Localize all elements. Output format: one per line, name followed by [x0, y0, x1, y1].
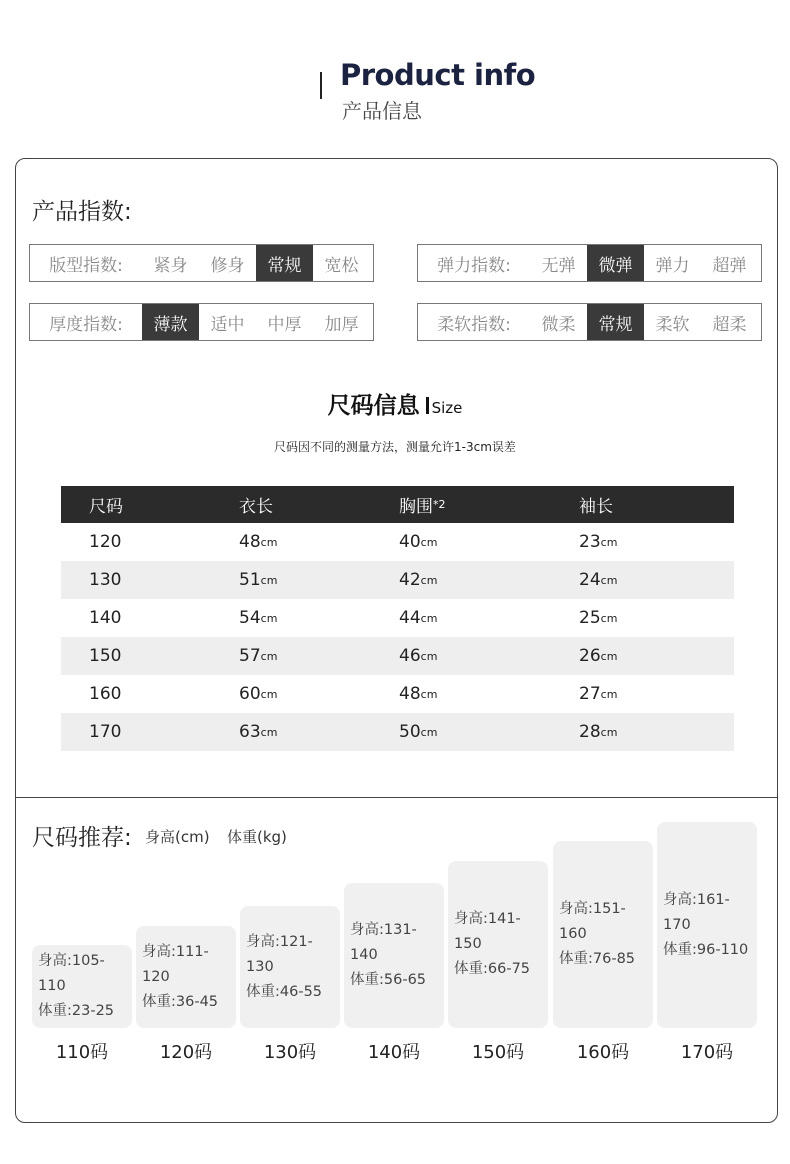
unit-cm: cm: [600, 535, 618, 549]
cell-value: 54: [239, 608, 261, 628]
table-row: [61, 599, 734, 637]
table-row: [61, 523, 734, 561]
header-accent-bar: [320, 72, 322, 99]
cell-length: [239, 523, 277, 561]
cell-length: [239, 599, 277, 637]
cell-sleeve: [579, 675, 617, 713]
table-row: [61, 637, 734, 675]
unit-cm: cm: [420, 535, 438, 549]
index-option: 宽松: [324, 255, 359, 276]
recommend-size-label: 150码: [471, 1042, 525, 1063]
unit-cm: cm: [260, 649, 278, 663]
index-option: 紧身: [153, 255, 188, 276]
index-option-selected: 常规: [587, 304, 644, 340]
cell-value: 51: [239, 570, 261, 590]
cell-value: 42: [399, 570, 421, 590]
recommend-size-label: 140码: [367, 1042, 421, 1063]
cell-value: 140: [89, 608, 122, 628]
cell-value: 50: [399, 722, 421, 742]
cell-size: [89, 713, 121, 751]
recommend-weight: 体重:46-55: [246, 983, 323, 1000]
recommend-size-label: 110码: [55, 1042, 109, 1063]
unit-cm: cm: [600, 687, 618, 701]
recommend-height: 身高:105-110: [38, 953, 105, 994]
header-cell-chest: [399, 486, 446, 523]
cell-size: [89, 523, 121, 561]
recommend-weight: 体重:36-45: [142, 993, 219, 1010]
recommend-box: [448, 861, 548, 1028]
header-cell-sleeve: 袖长: [579, 497, 613, 517]
cell-value: 26: [579, 646, 601, 666]
index-option-selected: 薄款: [142, 304, 199, 340]
cell-length: [239, 561, 277, 599]
cell-chest: [399, 675, 437, 713]
index-thickness: [29, 303, 374, 341]
index-softness: [417, 303, 762, 341]
cell-sleeve: [579, 713, 617, 751]
recommend-height: 身高:161-170: [663, 891, 730, 933]
unit-cm: cm: [600, 725, 618, 739]
recommend-weight: 体重:96-110: [663, 941, 749, 958]
table-row: [61, 713, 734, 751]
unit-cm: cm: [600, 611, 618, 625]
page-title-en: Product info: [340, 58, 536, 92]
cell-chest: [399, 599, 437, 637]
unit-cm: cm: [420, 611, 438, 625]
recommend-weight: 体重:23-25: [38, 1003, 115, 1019]
index-option: 中厚: [267, 314, 302, 335]
header-cell-chest-label: 胸围: [399, 497, 433, 517]
index-option-selected: 微弹: [587, 245, 644, 281]
recommend-title: 尺码推荐:: [32, 825, 132, 851]
cell-value: 150: [89, 646, 122, 666]
index-option: 无弹: [541, 255, 576, 276]
cell-size: [89, 561, 121, 599]
recommend-height: 身高:121-130: [246, 933, 313, 975]
cell-value: 60: [239, 684, 261, 704]
cell-sleeve: [579, 637, 617, 675]
indices-title: 产品指数:: [32, 199, 132, 225]
cell-value: 48: [399, 684, 421, 704]
recommend-size-label: 130码: [263, 1042, 317, 1063]
cell-value: 25: [579, 608, 601, 628]
cell-value: 40: [399, 532, 421, 552]
cell-value: 24: [579, 570, 601, 590]
recommend-box: [32, 945, 132, 1028]
recommend-weight: 体重:56-65: [350, 972, 427, 988]
recommend-size-label: 120码: [159, 1042, 213, 1063]
unit-cm: cm: [420, 649, 438, 663]
recommend-box: [240, 906, 340, 1028]
cell-value: 46: [399, 646, 421, 666]
size-info-title: [0, 387, 790, 420]
recommend-height: 身高:111-120: [142, 943, 209, 985]
recommend-box: [553, 841, 653, 1028]
header-cell-size: 尺码: [89, 497, 123, 517]
index-option: 弹力: [655, 255, 690, 276]
cell-size: [89, 675, 121, 713]
recommend-height: 身高:151-160: [559, 901, 626, 942]
cell-value: 57: [239, 646, 261, 666]
recommend-height: 身高:131-140: [350, 922, 417, 963]
cell-sleeve: [579, 599, 617, 637]
title-separator: [426, 397, 429, 414]
recommend-weight: 体重:66-75: [454, 961, 531, 977]
recommend-box: [136, 926, 236, 1028]
index-option: 加厚: [324, 314, 359, 335]
index-label: 厚度指数:: [49, 314, 123, 335]
recommend-height-label: 身高(cm): [145, 828, 210, 846]
index-label: 版型指数:: [49, 255, 123, 276]
unit-cm: cm: [600, 649, 618, 663]
cell-sleeve: [579, 523, 617, 561]
cell-sleeve: [579, 561, 617, 599]
card-divider: [15, 797, 778, 798]
header-cell-length: 衣长: [239, 497, 273, 517]
index-option: 柔软: [655, 314, 690, 335]
unit-cm: cm: [260, 573, 278, 587]
recommend-height: 身高:141-150: [454, 911, 521, 952]
unit-cm: cm: [420, 725, 438, 739]
index-elasticity: [417, 244, 762, 282]
cell-value: 170: [89, 722, 122, 742]
unit-cm: cm: [600, 573, 618, 587]
index-option-selected: 常规: [256, 245, 313, 281]
recommend-weight: 体重:76-85: [559, 951, 636, 967]
unit-cm: cm: [420, 573, 438, 587]
recommend-box: [657, 822, 757, 1028]
index-fit: [29, 244, 374, 282]
cell-length: [239, 713, 277, 751]
recommend-box: [344, 883, 444, 1028]
cell-value: 130: [89, 570, 122, 590]
recommend-size-label: 170码: [680, 1042, 734, 1063]
table-row: [61, 675, 734, 713]
unit-cm: cm: [420, 687, 438, 701]
cell-chest: [399, 637, 437, 675]
unit-cm: cm: [260, 611, 278, 625]
index-label: 柔软指数:: [437, 314, 511, 335]
cell-value: 160: [89, 684, 122, 704]
cell-value: 63: [239, 722, 261, 742]
unit-cm: cm: [260, 535, 278, 549]
cell-value: 120: [89, 532, 122, 552]
cell-value: 23: [579, 532, 601, 552]
cell-length: [239, 675, 277, 713]
cell-length: [239, 637, 277, 675]
size-info-title-en: Size: [431, 399, 463, 417]
index-label: 弹力指数:: [437, 255, 511, 276]
cell-chest: [399, 523, 437, 561]
cell-size: [89, 599, 121, 637]
cell-value: 48: [239, 532, 261, 552]
table-row: [61, 561, 734, 599]
chest-multiplier: *2: [433, 498, 446, 511]
recommend-size-label: 160码: [576, 1042, 630, 1063]
size-info-note: 尺码因不同的测量方法，测量允许1-3cm误差: [274, 440, 516, 454]
cell-size: [89, 637, 121, 675]
cell-chest: [399, 713, 437, 751]
size-info-title-cn: 尺码信息: [327, 393, 420, 419]
unit-cm: cm: [260, 725, 278, 739]
size-table: [61, 486, 734, 751]
cell-value: 27: [579, 684, 601, 704]
page-title-cn: 产品信息: [342, 99, 422, 123]
size-table-header: [61, 486, 734, 523]
cell-chest: [399, 561, 437, 599]
cell-value: 44: [399, 608, 421, 628]
index-option: 超弹: [712, 255, 747, 276]
index-option: 适中: [210, 314, 245, 335]
index-option: 微柔: [541, 314, 576, 335]
unit-cm: cm: [260, 687, 278, 701]
recommend-weight-label: 体重(kg): [227, 828, 287, 846]
index-option: 超柔: [712, 314, 747, 335]
index-option: 修身: [210, 255, 245, 276]
cell-value: 28: [579, 722, 601, 742]
